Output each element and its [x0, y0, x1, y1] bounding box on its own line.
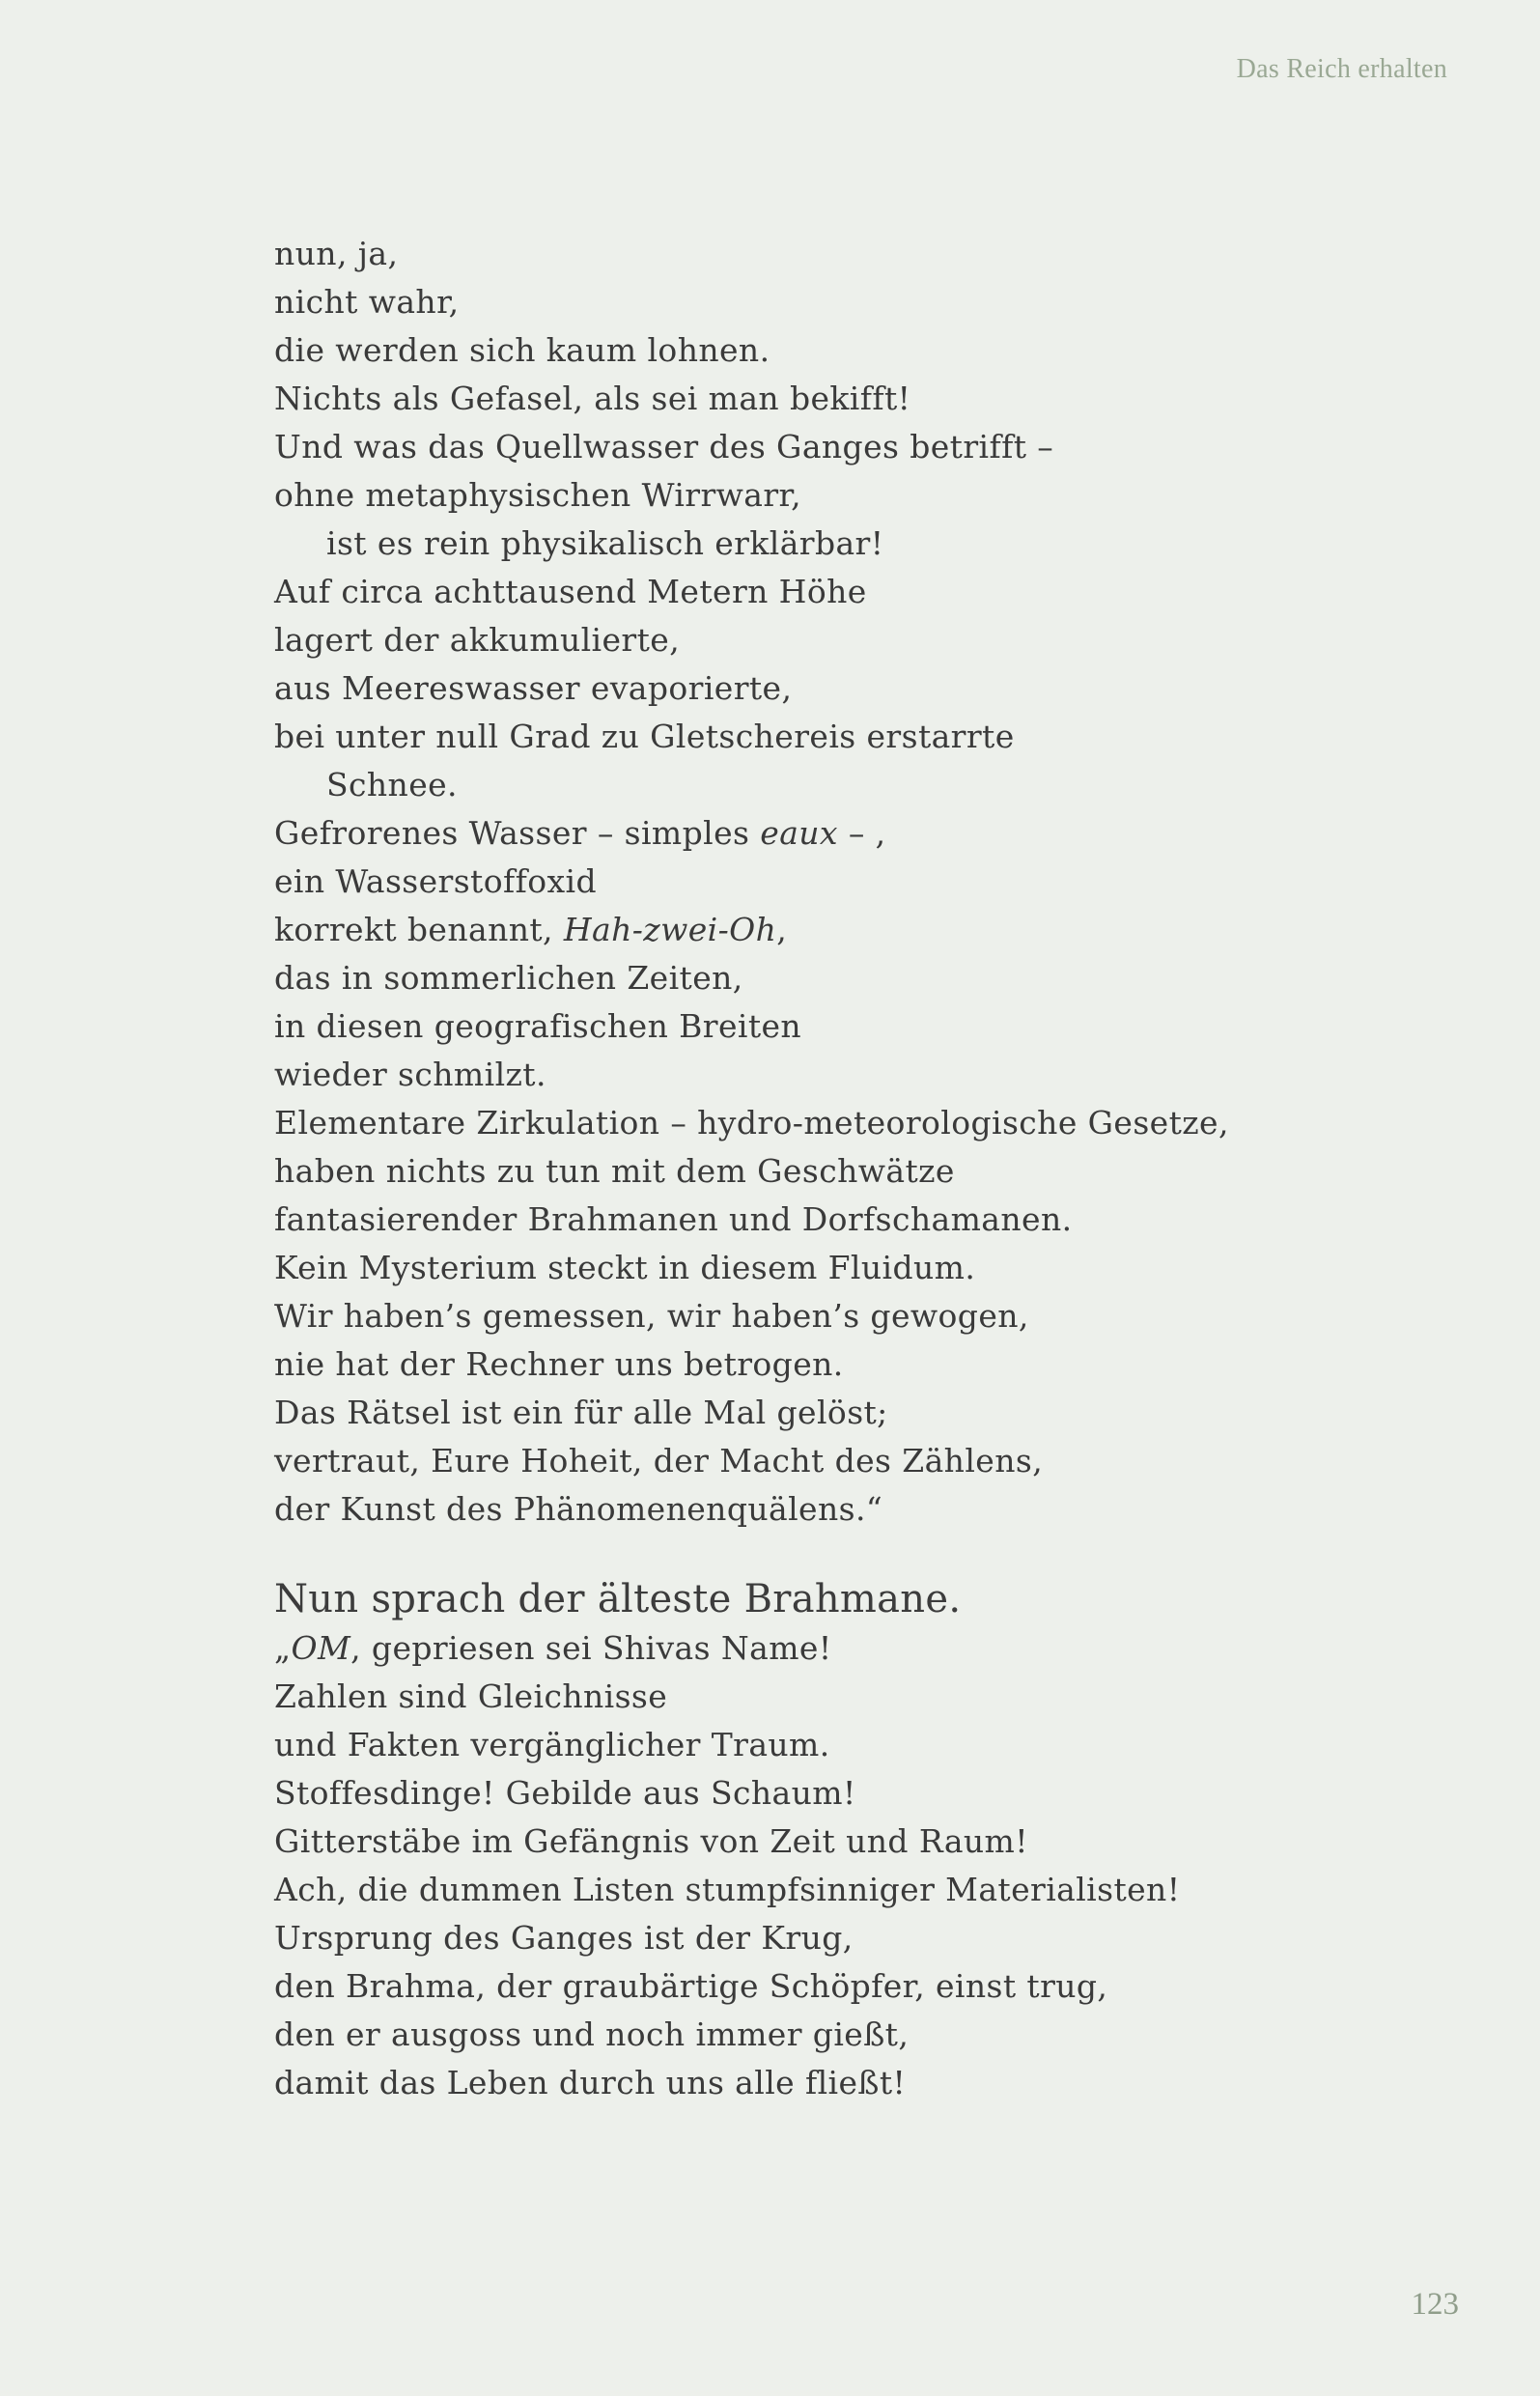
- poem-line: lagert der akkumulierte,: [274, 621, 681, 659]
- section-heading: Nun sprach der älteste Brahmane.: [274, 1577, 962, 1621]
- poem-line: Zahlen sind Gleichnisse: [274, 1677, 668, 1715]
- line-text: – ,: [837, 814, 886, 852]
- poem-line: vertraut, Eure Hoheit, der Macht des Zählens,: [274, 1442, 1044, 1480]
- stanza-gap: [274, 1534, 1433, 1574]
- poem-line: aus Meereswasser evaporierte,: [274, 669, 793, 707]
- poem-line: Auf circa achttausend Metern Höhe: [274, 573, 867, 610]
- page-number: 123: [1411, 2287, 1459, 2322]
- poem-line: Und was das Quellwasser des Ganges betrifft –: [274, 428, 1054, 465]
- running-head: Das Reich erhalten: [1236, 54, 1447, 84]
- line-text: Gefrorenes Wasser – simples: [274, 814, 761, 852]
- line-text: , gepriesen sei Shivas Name!: [350, 1629, 832, 1667]
- line-text: ,: [776, 911, 788, 948]
- poem-line: Elementare Zirkulation – hydro-meteorologische Gesetze,: [274, 1104, 1229, 1142]
- poem-line: in diesen geografischen Breiten: [274, 1007, 802, 1045]
- poem-line: ohne metaphysischen Wirrwarr,: [274, 476, 801, 514]
- poem-line: ein Wasserstoffoxid: [274, 862, 597, 900]
- poem-line: haben nichts zu tun mit dem Geschwätze: [274, 1152, 955, 1190]
- poem-line: damit das Leben durch uns alle fließt!: [274, 2064, 907, 2101]
- line-text: „: [274, 1629, 292, 1667]
- poem-line: fantasierender Brahmanen und Dorfschamanen.: [274, 1200, 1073, 1238]
- poem-line: bei unter null Grad zu Gletschereis erstarrte: [274, 718, 1015, 755]
- poem-line: [274, 906, 1433, 954]
- line-text: korrekt benannt,: [274, 911, 564, 948]
- poem-line-indented: Schnee.: [326, 766, 458, 803]
- poem-line: das in sommerlichen Zeiten,: [274, 959, 743, 997]
- poem-line: den Brahma, der graubärtige Schöpfer, einst trug,: [274, 1967, 1108, 2005]
- italic-word: eaux: [760, 814, 838, 852]
- poem-line: [274, 809, 1433, 858]
- poem-line-indented: ist es rein physikalisch erklärbar!: [326, 524, 884, 562]
- italic-word: Hah-zwei-Oh: [563, 911, 777, 948]
- poem-line: wieder schmilzt.: [274, 1056, 546, 1093]
- poem-line: Das Rätsel ist ein für alle Mal gelöst;: [274, 1394, 888, 1431]
- poem-line: den er ausgoss und noch immer gießt,: [274, 2015, 910, 2053]
- poem-line: die werden sich kaum lohnen.: [274, 331, 770, 369]
- poem-line: Gitterstäbe im Gefängnis von Zeit und Raum!: [274, 1822, 1028, 1860]
- poem-text: [274, 230, 1433, 2107]
- poem-line: Wir haben’s gemessen, wir haben’s gewogen,: [274, 1297, 1029, 1335]
- poem-line: und Fakten vergänglicher Traum.: [274, 1726, 830, 1763]
- italic-word: OM: [291, 1629, 351, 1667]
- poem-line: Nichts als Gefasel, als sei man bekifft!: [274, 380, 911, 417]
- poem-line: Ursprung des Ganges ist der Krug,: [274, 1919, 854, 1957]
- poem-line: nun, ja,: [274, 235, 399, 272]
- poem-line: nicht wahr,: [274, 283, 460, 321]
- poem-line: [274, 1624, 1433, 1673]
- poem-line: Kein Mysterium steckt in diesem Fluidum.: [274, 1249, 976, 1286]
- poem-line: nie hat der Rechner uns betrogen.: [274, 1345, 844, 1383]
- poem-line: Ach, die dummen Listen stumpfsinniger Materialisten!: [274, 1871, 1181, 1908]
- poem-line: Stoffesdinge! Gebilde aus Schaum!: [274, 1774, 856, 1812]
- poem-line: der Kunst des Phänomenenquälens.“: [274, 1490, 883, 1528]
